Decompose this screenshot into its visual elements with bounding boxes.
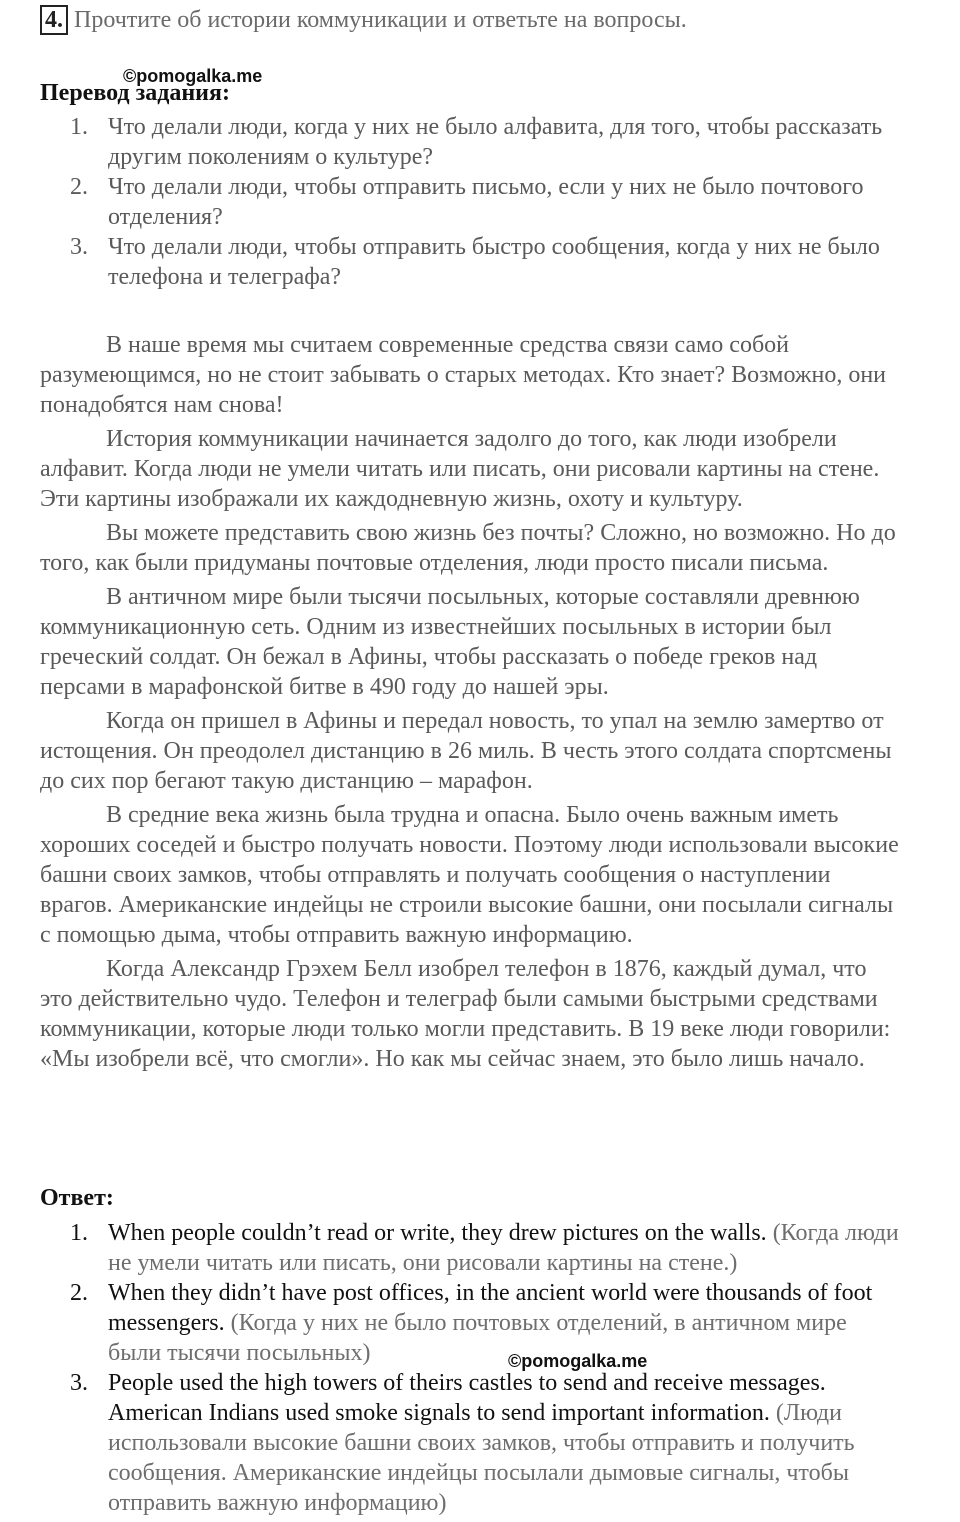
question-number: 2. xyxy=(70,174,88,200)
watermark-top: ©pomogalka.me xyxy=(123,66,263,86)
answer-english: People used the high towers of theirs castles to send and receive messages. American Indians used smoke signals to send important information. xyxy=(108,1370,826,1426)
answer-russian: (Когда у них не было почтовых отделений, в античном мире были тысячи посыльных) xyxy=(108,1310,847,1366)
translation-heading: Перевод задания: xyxy=(40,80,230,106)
question-number: 1. xyxy=(70,114,88,140)
text-paragraph: В средние века жизнь была трудна и опасна. Было очень важным иметь хороших соседей и быстро получать новости. Поэтому люди использовали высокие башни своих замков, чтобы отправлять и получать сообщения о наступлении врагов. Американские индейцы не строили высокие башни, они посылали сигналы с помощью дыма, чтобы отправить важную информацию. xyxy=(40,802,899,948)
question-text: Что делали люди, когда у них не было алфавита, для того, чтобы рассказать другим поколениям о культуре? xyxy=(108,114,883,170)
answer-number: 3. xyxy=(70,1370,88,1396)
task-header xyxy=(40,5,940,37)
answer-item xyxy=(70,1218,900,1278)
answer-english: When they didn’t have post offices, in the ancient world were thousands of foot messengers. xyxy=(108,1280,873,1336)
answer-item xyxy=(70,1368,900,1518)
answer-russian: (Когда люди не умели читать или писать, они рисовали картины на стене.) xyxy=(108,1220,899,1276)
answer-russian: (Люди использовали высокие башни своих замков, чтобы отправить и получить сообщения. Американские индейцы посылали дымовые сигналы, чтобы отправить важную информацию) xyxy=(108,1400,855,1516)
question-number: 3. xyxy=(70,234,88,260)
text-paragraph: История коммуникации начинается задолго до того, как люди изобрели алфавит. Когда люди не умели читать или писать, они рисовали картины на стене. Эти картины изображали их каждодневную жизнь, охоту и культуру. xyxy=(40,426,880,512)
task-number: 4. xyxy=(40,5,68,35)
answer-number: 2. xyxy=(70,1280,88,1306)
text-paragraph: Когда Александр Грэхем Белл изобрел телефон в 1876, каждый думал, что это действительно чудо. Телефон и телеграф были самыми быстрыми средствами коммуникации, которые люди только могли представить. В 19 веке люди говорили: «Мы изобрели всё, что смогли». Но как мы сейчас знаем, это было лишь начало. xyxy=(40,956,891,1072)
text-paragraph: Вы можете представить свою жизнь без почты? Сложно, но возможно. Но до того, как были придуманы почтовые отделения, люди просто писали письма. xyxy=(40,520,896,576)
reading-text xyxy=(40,330,902,1078)
watermark-bottom: ©pomogalka.me xyxy=(508,1351,648,1371)
text-paragraph: В наше время мы считаем современные средства связи само собой разумеющимся, но не стоит забывать о старых методах. Кто знает? Возможно, они понадобятся нам снова! xyxy=(40,332,887,418)
answer-list xyxy=(70,1218,900,1518)
text-paragraph: В античном мире были тысячи посыльных, которые составляли древнюю коммуникационную сеть. Одним из известнейших посыльных в истории был греческий солдат. Он бежал в Афины, чтобы рассказать о победе греков над персами в марафонской битве в 490 году до нашей эры. xyxy=(40,584,860,700)
question-item xyxy=(70,112,900,172)
task-prompt: Прочтите об истории коммуникации и ответьте на вопросы. xyxy=(74,7,687,33)
question-text: Что делали люди, чтобы отправить письмо, если у них не было почтового отделения? xyxy=(108,174,864,230)
answer-english: When people couldn’t read or write, they drew pictures on the walls. xyxy=(108,1220,767,1246)
question-list xyxy=(70,112,900,292)
question-item xyxy=(70,172,900,232)
question-item xyxy=(70,232,900,292)
text-paragraph: Когда он пришел в Афины и передал новость, то упал на землю замертво от истощения. Он преодолел дистанцию в 26 миль. В честь этого солдата спортсмены до сих пор бегают такую дистанцию – марафон. xyxy=(40,708,892,794)
answer-number: 1. xyxy=(70,1220,88,1246)
answer-heading: Ответ: xyxy=(40,1185,114,1211)
question-text: Что делали люди, чтобы отправить быстро сообщения, когда у них не было телефона и телеграфа? xyxy=(108,234,880,290)
answer-item xyxy=(70,1278,900,1368)
